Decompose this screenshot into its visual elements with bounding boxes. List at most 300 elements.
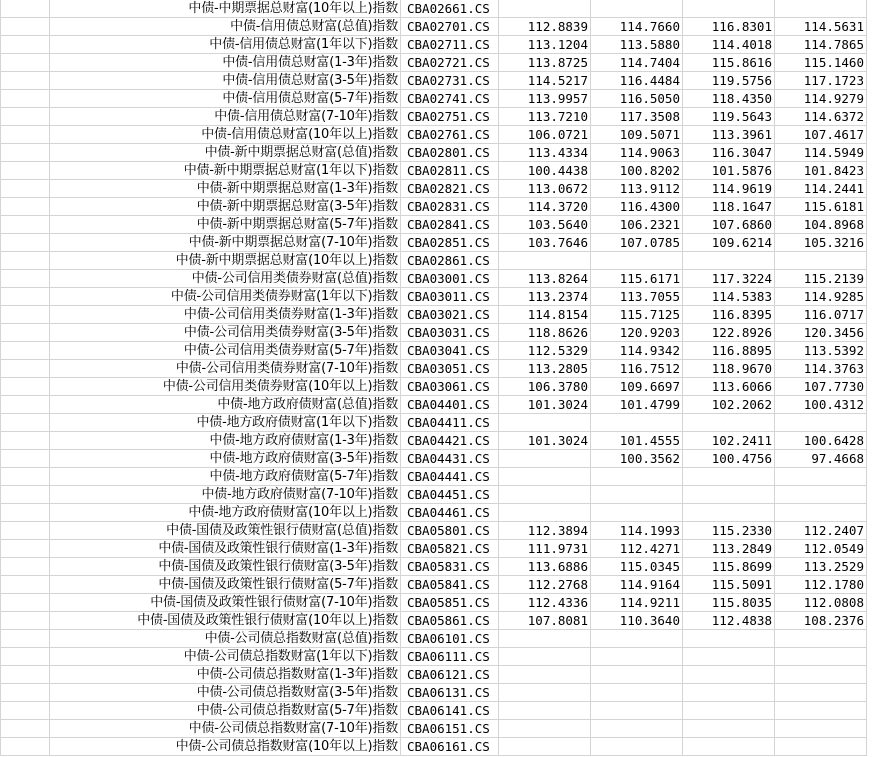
blank-cell[interactable] <box>1 630 50 648</box>
index-name-cell[interactable]: 中债-地方政府债财富(10年以上)指数 <box>50 504 401 522</box>
index-name-cell[interactable]: 中债-信用债总财富(7-10年)指数 <box>50 108 401 126</box>
index-code-cell[interactable]: CBA03061.CS <box>401 378 499 396</box>
value-cell[interactable]: 113.2374 <box>499 288 591 306</box>
value-cell[interactable] <box>591 414 683 432</box>
value-cell[interactable] <box>775 252 867 270</box>
value-cell[interactable] <box>499 666 591 684</box>
table-row <box>1 684 867 702</box>
value-cell[interactable] <box>591 684 683 702</box>
value-cell[interactable]: 106.3780 <box>499 378 591 396</box>
blank-cell[interactable] <box>1 504 50 522</box>
value-cell[interactable] <box>499 252 591 270</box>
value-cell[interactable] <box>499 720 591 738</box>
index-name-cell[interactable]: 中债-国债及政策性银行债财富(10年以上)指数 <box>50 612 401 630</box>
value-cell[interactable] <box>775 720 867 738</box>
value-cell[interactable] <box>683 738 775 756</box>
value-cell[interactable] <box>683 0 775 18</box>
index-code-cell[interactable]: CBA02741.CS <box>401 90 499 108</box>
value-cell[interactable]: 109.6214 <box>683 234 775 252</box>
blank-cell[interactable] <box>1 558 50 576</box>
table-row <box>1 486 867 504</box>
value-cell[interactable]: 105.3216 <box>775 234 867 252</box>
index-name-cell[interactable]: 中债-公司债总指数财富(1-3年)指数 <box>50 666 401 684</box>
value-cell[interactable] <box>683 666 775 684</box>
index-name-cell[interactable]: 中债-国债及政策性银行债财富(7-10年)指数 <box>50 594 401 612</box>
value-cell[interactable]: 114.8154 <box>499 306 591 324</box>
value-cell[interactable]: 116.5050 <box>591 90 683 108</box>
value-cell[interactable]: 115.8616 <box>683 54 775 72</box>
index-code-cell[interactable]: CBA03001.CS <box>401 270 499 288</box>
blank-cell[interactable] <box>1 702 50 720</box>
index-name-cell[interactable]: 中债-公司信用类债券财富(总值)指数 <box>50 270 401 288</box>
table-row <box>1 108 867 126</box>
value-cell[interactable]: 113.2805 <box>499 360 591 378</box>
value-cell[interactable]: 114.5949 <box>775 144 867 162</box>
index-name-cell[interactable]: 中债-公司债总指数财富(3-5年)指数 <box>50 684 401 702</box>
value-cell[interactable]: 113.3961 <box>683 126 775 144</box>
index-name-cell[interactable]: 中债-公司信用类债券财富(1-3年)指数 <box>50 306 401 324</box>
value-cell[interactable]: 115.7125 <box>591 306 683 324</box>
value-cell[interactable]: 110.3640 <box>591 612 683 630</box>
index-name-cell[interactable]: 中债-公司信用类债券财富(7-10年)指数 <box>50 360 401 378</box>
index-code-cell[interactable]: CBA04441.CS <box>401 468 499 486</box>
value-cell[interactable]: 109.6697 <box>591 378 683 396</box>
value-cell[interactable] <box>591 666 683 684</box>
blank-cell[interactable] <box>1 594 50 612</box>
value-cell[interactable]: 115.6181 <box>775 198 867 216</box>
value-cell[interactable]: 116.4300 <box>591 198 683 216</box>
value-cell[interactable]: 113.7210 <box>499 108 591 126</box>
value-cell[interactable] <box>683 468 775 486</box>
index-name-cell[interactable]: 中债-公司债总指数财富(5-7年)指数 <box>50 702 401 720</box>
value-cell[interactable]: 100.6428 <box>775 432 867 450</box>
value-cell[interactable] <box>683 504 775 522</box>
value-cell[interactable] <box>499 648 591 666</box>
index-name-cell[interactable]: 中债-新中期票据总财富(总值)指数 <box>50 144 401 162</box>
value-cell[interactable]: 106.2321 <box>591 216 683 234</box>
value-cell[interactable]: 113.7055 <box>591 288 683 306</box>
value-cell[interactable]: 107.6860 <box>683 216 775 234</box>
value-cell[interactable]: 113.9957 <box>499 90 591 108</box>
index-name-cell[interactable]: 中债-新中期票据总财富(3-5年)指数 <box>50 198 401 216</box>
value-cell[interactable] <box>683 252 775 270</box>
value-cell[interactable]: 114.9164 <box>591 576 683 594</box>
value-cell[interactable] <box>499 414 591 432</box>
index-code-cell[interactable]: CBA05831.CS <box>401 558 499 576</box>
blank-cell[interactable] <box>1 234 50 252</box>
blank-cell[interactable] <box>1 684 50 702</box>
blank-cell[interactable] <box>1 72 50 90</box>
value-cell[interactable] <box>775 504 867 522</box>
index-code-cell[interactable]: CBA02831.CS <box>401 198 499 216</box>
value-cell[interactable] <box>775 486 867 504</box>
value-cell[interactable]: 114.5631 <box>775 18 867 36</box>
value-cell[interactable]: 114.7865 <box>775 36 867 54</box>
value-cell[interactable]: 116.3047 <box>683 144 775 162</box>
blank-cell[interactable] <box>1 36 50 54</box>
blank-cell[interactable] <box>1 720 50 738</box>
value-cell[interactable]: 114.3720 <box>499 198 591 216</box>
value-cell[interactable]: 116.8895 <box>683 342 775 360</box>
index-code-cell[interactable]: CBA04461.CS <box>401 504 499 522</box>
value-cell[interactable] <box>499 684 591 702</box>
value-cell[interactable] <box>683 414 775 432</box>
value-cell[interactable]: 116.8301 <box>683 18 775 36</box>
value-cell[interactable]: 113.2849 <box>683 540 775 558</box>
blank-cell[interactable] <box>1 648 50 666</box>
value-cell[interactable]: 107.4617 <box>775 126 867 144</box>
value-cell[interactable] <box>591 0 683 18</box>
value-cell[interactable]: 112.8839 <box>499 18 591 36</box>
value-cell[interactable]: 120.9203 <box>591 324 683 342</box>
value-cell[interactable]: 101.3024 <box>499 432 591 450</box>
index-code-cell[interactable]: CBA04431.CS <box>401 450 499 468</box>
value-cell[interactable]: 115.8035 <box>683 594 775 612</box>
blank-cell[interactable] <box>1 468 50 486</box>
value-cell[interactable]: 101.4555 <box>591 432 683 450</box>
index-name-cell[interactable]: 中债-公司信用类债券财富(10年以上)指数 <box>50 378 401 396</box>
value-cell[interactable] <box>499 702 591 720</box>
blank-cell[interactable] <box>1 576 50 594</box>
value-cell[interactable]: 97.4668 <box>775 450 867 468</box>
index-code-cell[interactable]: CBA03051.CS <box>401 360 499 378</box>
value-cell[interactable]: 100.8202 <box>591 162 683 180</box>
index-name-cell[interactable]: 中债-地方政府债财富(1年以下)指数 <box>50 414 401 432</box>
index-name-cell[interactable]: 中债-国债及政策性银行债财富(1-3年)指数 <box>50 540 401 558</box>
index-name-cell[interactable]: 中债-新中期票据总财富(5-7年)指数 <box>50 216 401 234</box>
value-cell[interactable] <box>499 504 591 522</box>
value-cell[interactable] <box>499 450 591 468</box>
index-code-cell[interactable]: CBA05841.CS <box>401 576 499 594</box>
value-cell[interactable]: 112.4271 <box>591 540 683 558</box>
blank-cell[interactable] <box>1 360 50 378</box>
value-cell[interactable]: 112.2407 <box>775 522 867 540</box>
index-name-cell[interactable]: 中债-新中期票据总财富(10年以上)指数 <box>50 252 401 270</box>
index-name-cell[interactable]: 中债-信用债总财富(1-3年)指数 <box>50 54 401 72</box>
value-cell[interactable]: 114.9342 <box>591 342 683 360</box>
value-cell[interactable] <box>775 414 867 432</box>
blank-cell[interactable] <box>1 162 50 180</box>
blank-cell[interactable] <box>1 180 50 198</box>
value-cell[interactable] <box>499 0 591 18</box>
value-cell[interactable]: 113.5392 <box>775 342 867 360</box>
value-cell[interactable] <box>591 486 683 504</box>
value-cell[interactable]: 106.0721 <box>499 126 591 144</box>
blank-cell[interactable] <box>1 540 50 558</box>
value-cell[interactable] <box>683 486 775 504</box>
index-code-cell[interactable]: CBA02751.CS <box>401 108 499 126</box>
value-cell[interactable]: 103.7646 <box>499 234 591 252</box>
index-name-cell[interactable]: 中债-中期票据总财富(10年以上)指数 <box>50 0 401 18</box>
value-cell[interactable] <box>683 702 775 720</box>
blank-cell[interactable] <box>1 90 50 108</box>
index-name-cell[interactable]: 中债-信用债总财富(总值)指数 <box>50 18 401 36</box>
value-cell[interactable]: 104.8968 <box>775 216 867 234</box>
value-cell[interactable]: 107.0785 <box>591 234 683 252</box>
value-cell[interactable] <box>775 684 867 702</box>
index-code-cell[interactable]: CBA02721.CS <box>401 54 499 72</box>
index-code-cell[interactable]: CBA02731.CS <box>401 72 499 90</box>
value-cell[interactable]: 114.7660 <box>591 18 683 36</box>
value-cell[interactable]: 115.8699 <box>683 558 775 576</box>
value-cell[interactable]: 118.1647 <box>683 198 775 216</box>
value-cell[interactable]: 113.0672 <box>499 180 591 198</box>
index-code-cell[interactable]: CBA05851.CS <box>401 594 499 612</box>
index-code-cell[interactable]: CBA02811.CS <box>401 162 499 180</box>
blank-cell[interactable] <box>1 414 50 432</box>
value-cell[interactable]: 114.9279 <box>775 90 867 108</box>
value-cell[interactable] <box>499 468 591 486</box>
index-code-cell[interactable]: CBA02841.CS <box>401 216 499 234</box>
value-cell[interactable]: 101.5876 <box>683 162 775 180</box>
value-cell[interactable]: 117.3508 <box>591 108 683 126</box>
table-row <box>1 90 867 108</box>
value-cell[interactable] <box>591 648 683 666</box>
index-name-cell[interactable]: 中债-公司债总指数财富(1年以下)指数 <box>50 648 401 666</box>
blank-cell[interactable] <box>1 738 50 756</box>
value-cell[interactable] <box>683 720 775 738</box>
index-code-cell[interactable]: CBA06101.CS <box>401 630 499 648</box>
blank-cell[interactable] <box>1 486 50 504</box>
blank-cell[interactable] <box>1 522 50 540</box>
blank-cell[interactable] <box>1 324 50 342</box>
index-code-cell[interactable]: CBA06121.CS <box>401 666 499 684</box>
index-name-cell[interactable]: 中债-新中期票据总财富(1年以下)指数 <box>50 162 401 180</box>
index-code-cell[interactable]: CBA05821.CS <box>401 540 499 558</box>
value-cell[interactable]: 116.8395 <box>683 306 775 324</box>
blank-cell[interactable] <box>1 432 50 450</box>
value-cell[interactable] <box>591 702 683 720</box>
value-cell[interactable]: 119.5643 <box>683 108 775 126</box>
value-cell[interactable]: 112.1780 <box>775 576 867 594</box>
index-name-cell[interactable]: 中债-公司债总指数财富(10年以上)指数 <box>50 738 401 756</box>
value-cell[interactable]: 112.2768 <box>499 576 591 594</box>
value-cell[interactable]: 114.9211 <box>591 594 683 612</box>
index-name-cell[interactable]: 中债-地方政府债财富(7-10年)指数 <box>50 486 401 504</box>
blank-cell[interactable] <box>1 306 50 324</box>
value-cell[interactable] <box>775 0 867 18</box>
table-row <box>1 504 867 522</box>
index-code-cell[interactable]: CBA06131.CS <box>401 684 499 702</box>
value-cell[interactable]: 112.4336 <box>499 594 591 612</box>
blank-cell[interactable] <box>1 0 50 18</box>
value-cell[interactable]: 122.8926 <box>683 324 775 342</box>
value-cell[interactable]: 113.6886 <box>499 558 591 576</box>
index-name-cell[interactable]: 中债-公司信用类债券财富(5-7年)指数 <box>50 342 401 360</box>
index-code-cell[interactable]: CBA04401.CS <box>401 396 499 414</box>
index-code-cell[interactable]: CBA02661.CS <box>401 0 499 18</box>
value-cell[interactable]: 117.3224 <box>683 270 775 288</box>
index-name-cell[interactable]: 中债-地方政府债财富(1-3年)指数 <box>50 432 401 450</box>
value-cell[interactable] <box>683 648 775 666</box>
index-name-cell[interactable]: 中债-信用债总财富(1年以下)指数 <box>50 36 401 54</box>
value-cell[interactable]: 114.5383 <box>683 288 775 306</box>
value-cell[interactable]: 116.7512 <box>591 360 683 378</box>
index-name-cell[interactable]: 中债-信用债总财富(3-5年)指数 <box>50 72 401 90</box>
value-cell[interactable] <box>499 486 591 504</box>
index-code-cell[interactable]: CBA04451.CS <box>401 486 499 504</box>
value-cell[interactable]: 115.0345 <box>591 558 683 576</box>
index-name-cell[interactable]: 中债-新中期票据总财富(7-10年)指数 <box>50 234 401 252</box>
value-cell[interactable] <box>775 738 867 756</box>
index-code-cell[interactable]: CBA05861.CS <box>401 612 499 630</box>
index-code-cell[interactable]: CBA03021.CS <box>401 306 499 324</box>
index-code-cell[interactable]: CBA02821.CS <box>401 180 499 198</box>
index-name-cell[interactable]: 中债-国债及政策性银行债财富(总值)指数 <box>50 522 401 540</box>
blank-cell[interactable] <box>1 216 50 234</box>
value-cell[interactable] <box>683 630 775 648</box>
index-name-cell[interactable]: 中债-国债及政策性银行债财富(3-5年)指数 <box>50 558 401 576</box>
value-cell[interactable] <box>591 738 683 756</box>
value-cell[interactable] <box>591 630 683 648</box>
value-cell[interactable] <box>591 720 683 738</box>
blank-cell[interactable] <box>1 270 50 288</box>
value-cell[interactable] <box>683 684 775 702</box>
value-cell[interactable]: 114.1993 <box>591 522 683 540</box>
value-cell[interactable]: 112.5329 <box>499 342 591 360</box>
value-cell[interactable]: 111.9731 <box>499 540 591 558</box>
index-name-cell[interactable]: 中债-地方政府债财富(总值)指数 <box>50 396 401 414</box>
index-code-cell[interactable]: CBA06141.CS <box>401 702 499 720</box>
value-cell[interactable]: 113.6066 <box>683 378 775 396</box>
blank-cell[interactable] <box>1 378 50 396</box>
value-cell[interactable] <box>775 630 867 648</box>
value-cell[interactable] <box>591 468 683 486</box>
value-cell[interactable] <box>591 504 683 522</box>
value-cell[interactable] <box>775 468 867 486</box>
value-cell[interactable]: 112.0808 <box>775 594 867 612</box>
value-cell[interactable]: 113.2529 <box>775 558 867 576</box>
index-name-cell[interactable]: 中债-公司债总指数财富(总值)指数 <box>50 630 401 648</box>
blank-cell[interactable] <box>1 612 50 630</box>
value-cell[interactable]: 114.4018 <box>683 36 775 54</box>
index-code-cell[interactable]: CBA02851.CS <box>401 234 499 252</box>
value-cell[interactable] <box>499 630 591 648</box>
value-cell[interactable]: 109.5071 <box>591 126 683 144</box>
index-code-cell[interactable]: CBA02801.CS <box>401 144 499 162</box>
index-code-cell[interactable]: CBA04411.CS <box>401 414 499 432</box>
value-cell[interactable]: 114.9063 <box>591 144 683 162</box>
index-name-cell[interactable]: 中债-地方政府债财富(3-5年)指数 <box>50 450 401 468</box>
index-code-cell[interactable]: CBA04421.CS <box>401 432 499 450</box>
index-code-cell[interactable]: CBA02861.CS <box>401 252 499 270</box>
value-cell[interactable]: 118.8626 <box>499 324 591 342</box>
value-cell[interactable]: 101.4799 <box>591 396 683 414</box>
value-cell[interactable]: 113.4334 <box>499 144 591 162</box>
index-name-cell[interactable]: 中债-地方政府债财富(5-7年)指数 <box>50 468 401 486</box>
value-cell[interactable]: 113.9112 <box>591 180 683 198</box>
value-cell[interactable]: 112.0549 <box>775 540 867 558</box>
value-cell[interactable]: 107.8081 <box>499 612 591 630</box>
value-cell[interactable]: 112.3894 <box>499 522 591 540</box>
value-cell[interactable]: 117.1723 <box>775 72 867 90</box>
blank-cell[interactable] <box>1 396 50 414</box>
blank-cell[interactable] <box>1 144 50 162</box>
index-code-cell[interactable]: CBA03041.CS <box>401 342 499 360</box>
blank-cell[interactable] <box>1 288 50 306</box>
index-code-cell[interactable]: CBA03031.CS <box>401 324 499 342</box>
blank-cell[interactable] <box>1 342 50 360</box>
value-cell[interactable]: 113.8264 <box>499 270 591 288</box>
table-row <box>1 180 867 198</box>
index-name-cell[interactable]: 中债-信用债总财富(10年以上)指数 <box>50 126 401 144</box>
blank-cell[interactable] <box>1 54 50 72</box>
value-cell[interactable]: 114.3763 <box>775 360 867 378</box>
index-code-cell[interactable]: CBA02711.CS <box>401 36 499 54</box>
blank-cell[interactable] <box>1 252 50 270</box>
value-cell[interactable]: 116.0717 <box>775 306 867 324</box>
value-cell[interactable]: 100.4312 <box>775 396 867 414</box>
value-cell[interactable] <box>775 702 867 720</box>
value-cell[interactable] <box>775 666 867 684</box>
value-cell[interactable]: 114.9285 <box>775 288 867 306</box>
value-cell[interactable]: 114.6372 <box>775 108 867 126</box>
value-cell[interactable]: 113.1204 <box>499 36 591 54</box>
value-cell[interactable]: 102.2411 <box>683 432 775 450</box>
value-cell[interactable]: 118.4350 <box>683 90 775 108</box>
value-cell[interactable]: 119.5756 <box>683 72 775 90</box>
blank-cell[interactable] <box>1 198 50 216</box>
index-name-cell[interactable]: 中债-国债及政策性银行债财富(5-7年)指数 <box>50 576 401 594</box>
blank-cell[interactable] <box>1 450 50 468</box>
value-cell[interactable]: 115.5091 <box>683 576 775 594</box>
value-cell[interactable] <box>775 648 867 666</box>
index-code-cell[interactable]: CBA02761.CS <box>401 126 499 144</box>
value-cell[interactable]: 102.2062 <box>683 396 775 414</box>
value-cell[interactable]: 107.7730 <box>775 378 867 396</box>
value-cell[interactable] <box>499 738 591 756</box>
value-cell[interactable]: 108.2376 <box>775 612 867 630</box>
index-name-cell[interactable]: 中债-新中期票据总财富(1-3年)指数 <box>50 180 401 198</box>
value-cell[interactable]: 115.2330 <box>683 522 775 540</box>
value-cell[interactable]: 114.5217 <box>499 72 591 90</box>
blank-cell[interactable] <box>1 666 50 684</box>
index-name-cell[interactable]: 中债-信用债总财富(5-7年)指数 <box>50 90 401 108</box>
value-cell[interactable]: 113.8725 <box>499 54 591 72</box>
value-cell[interactable]: 101.3024 <box>499 396 591 414</box>
index-code-cell[interactable]: CBA06151.CS <box>401 720 499 738</box>
value-cell[interactable]: 101.8423 <box>775 162 867 180</box>
value-cell[interactable]: 114.7404 <box>591 54 683 72</box>
index-name-cell[interactable]: 中债-公司信用类债券财富(1年以下)指数 <box>50 288 401 306</box>
value-cell[interactable]: 115.1460 <box>775 54 867 72</box>
index-code-cell[interactable]: CBA05801.CS <box>401 522 499 540</box>
value-cell[interactable]: 120.3456 <box>775 324 867 342</box>
index-code-cell[interactable]: CBA02701.CS <box>401 18 499 36</box>
value-cell[interactable] <box>591 252 683 270</box>
value-cell[interactable]: 114.2441 <box>775 180 867 198</box>
value-cell[interactable]: 103.5640 <box>499 216 591 234</box>
index-code-cell[interactable]: CBA03011.CS <box>401 288 499 306</box>
blank-cell[interactable] <box>1 108 50 126</box>
value-cell[interactable]: 112.4838 <box>683 612 775 630</box>
value-cell[interactable]: 118.9670 <box>683 360 775 378</box>
index-code-cell[interactable]: CBA06111.CS <box>401 648 499 666</box>
value-cell[interactable]: 114.9619 <box>683 180 775 198</box>
value-cell[interactable]: 115.2139 <box>775 270 867 288</box>
index-code-cell[interactable]: CBA06161.CS <box>401 738 499 756</box>
value-cell[interactable]: 115.6171 <box>591 270 683 288</box>
value-cell[interactable]: 113.5880 <box>591 36 683 54</box>
value-cell[interactable]: 116.4484 <box>591 72 683 90</box>
blank-cell[interactable] <box>1 126 50 144</box>
index-name-cell[interactable]: 中债-公司信用类债券财富(3-5年)指数 <box>50 324 401 342</box>
value-cell[interactable]: 100.4438 <box>499 162 591 180</box>
blank-cell[interactable] <box>1 18 50 36</box>
value-cell[interactable]: 100.4756 <box>683 450 775 468</box>
index-name-cell[interactable]: 中债-公司债总指数财富(7-10年)指数 <box>50 720 401 738</box>
value-cell[interactable]: 100.3562 <box>591 450 683 468</box>
